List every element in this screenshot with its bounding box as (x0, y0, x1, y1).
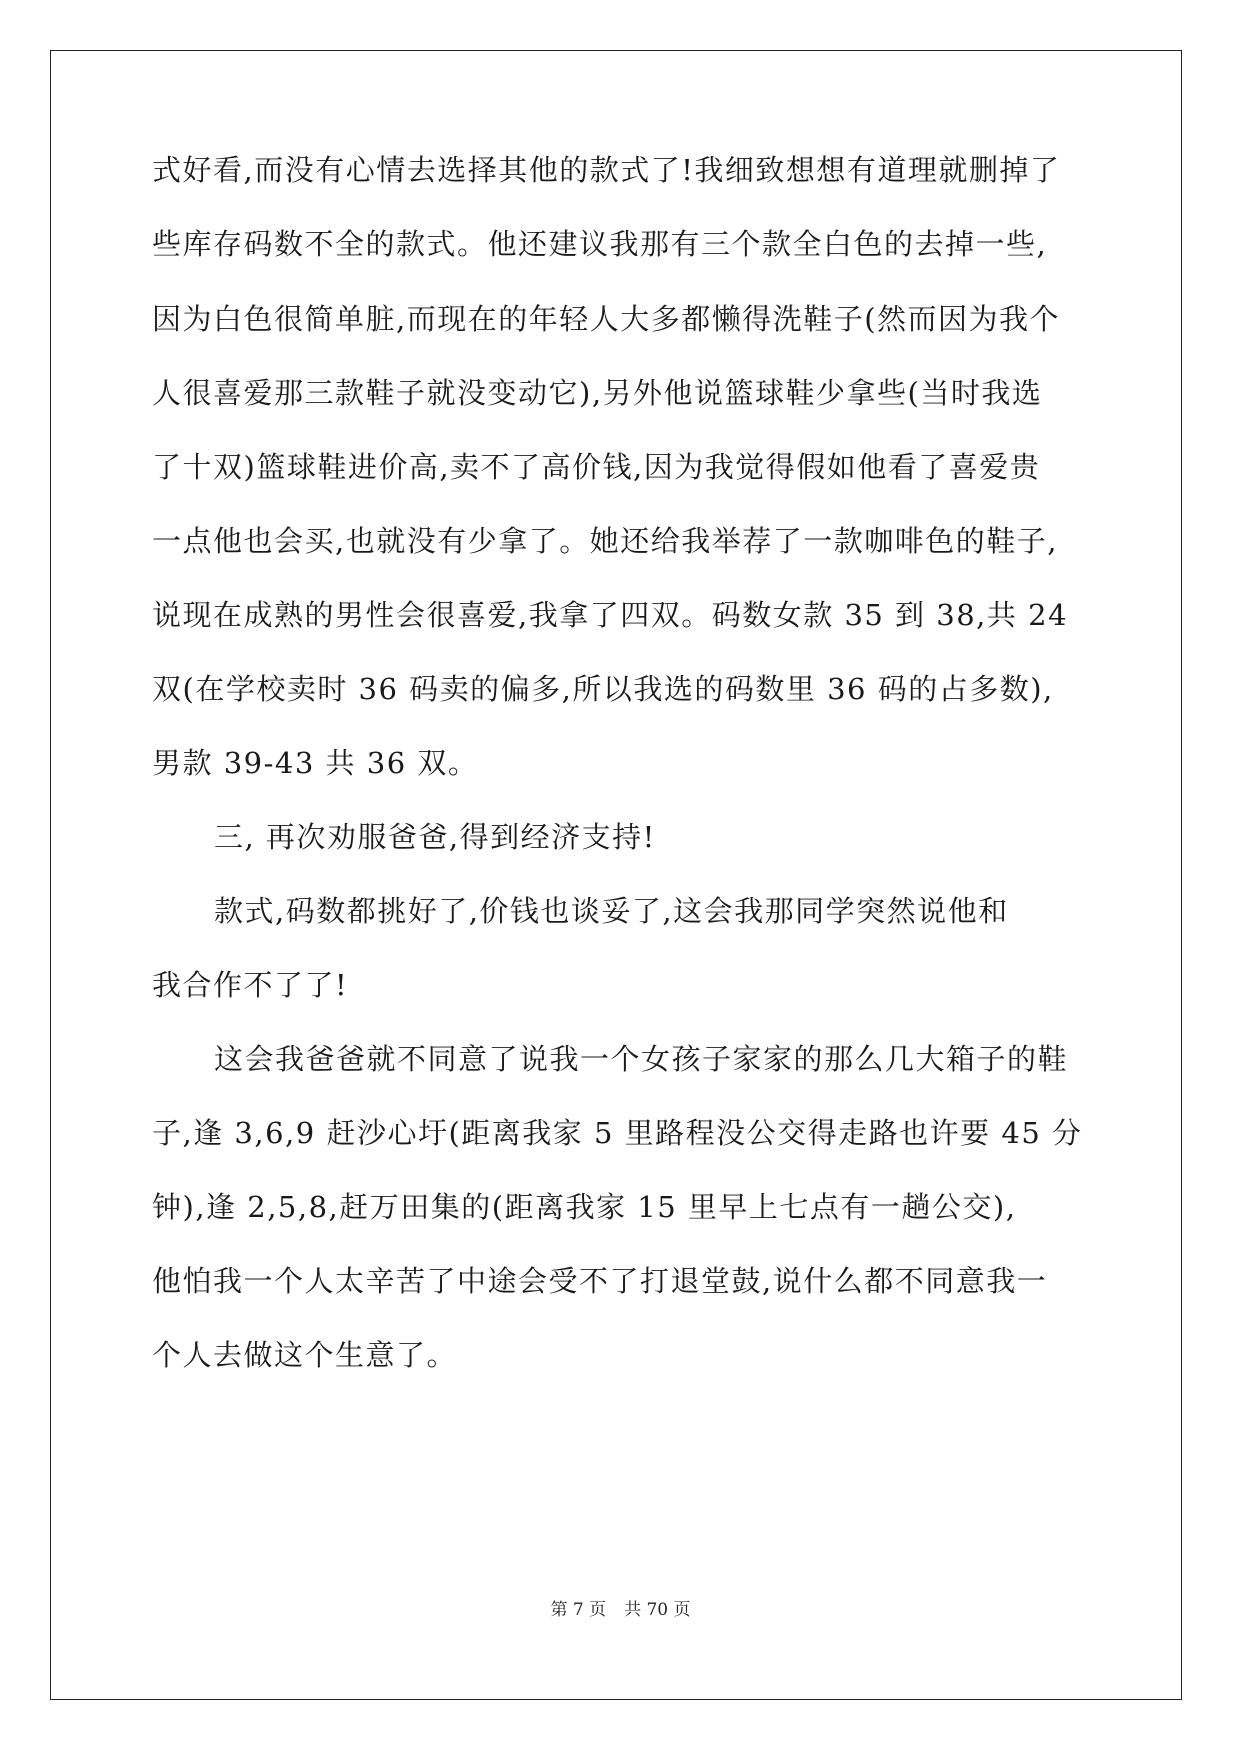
body-line: 了十双)篮球鞋进价高,卖不了高价钱,因为我觉得假如他看了喜爱贵 (152, 450, 1041, 484)
body-line: 钟),逢 2,5,8,赶万田集的(距离我家 15 里早上七点有一趟公交), (152, 1190, 1017, 1224)
body-line: 说现在成熟的男性会很喜爱,我拿了四双。码数女款 35 到 38,共 24 (152, 598, 1069, 632)
body-line: 子,逢 3,6,9 赶沙心圩(距离我家 5 里路程没公交得走路也许要 45 分 (152, 1116, 1083, 1150)
body-line: 个人去做这个生意了。 (152, 1338, 458, 1372)
section-heading: 三, 再次劝服爸爸,得到经济支持! (214, 820, 656, 854)
body-line: 人很喜爱那三款鞋子就没变动它),另外他说篮球鞋少拿些(当时我选 (152, 376, 1043, 410)
page-number: 第 7 页 (550, 1600, 607, 1620)
paragraph-start-line: 这会我爸爸就不同意了说我一个女孩子家家的那么几大箱子的鞋 (214, 1042, 1069, 1076)
body-line: 因为白色很简单脏,而现在的年轻人大多都懒得洗鞋子(然而因为我个 (152, 302, 1061, 336)
paragraph-start-line: 款式,码数都挑好了,价钱也谈妥了,这会我那同学突然说他和 (214, 894, 1009, 928)
body-line: 一点他也会买,也就没有少拿了。她还给我举荐了一款咖啡色的鞋子, (152, 524, 1058, 558)
body-line: 他怕我一个人太辛苦了中途会受不了打退堂鼓,说什么都不同意我一 (152, 1264, 1048, 1298)
page-footer (0, 1598, 1241, 1622)
body-line: 我合作不了了! (152, 968, 349, 1002)
total-pages: 共 70 页 (624, 1600, 691, 1620)
body-line: 式好看,而没有心情去选择其他的款式了!我细致想想有道理就删掉了 (152, 153, 1061, 187)
page-border (50, 50, 1182, 1700)
body-line: 男款 39-43 共 36 双。 (152, 746, 479, 780)
body-line: 些库存码数不全的款式。他还建议我那有三个款全白色的去掉一些, (152, 227, 1048, 261)
body-line: 双(在学校卖时 36 码卖的偏多,所以我选的码数里 36 码的占多数), (152, 672, 1054, 706)
